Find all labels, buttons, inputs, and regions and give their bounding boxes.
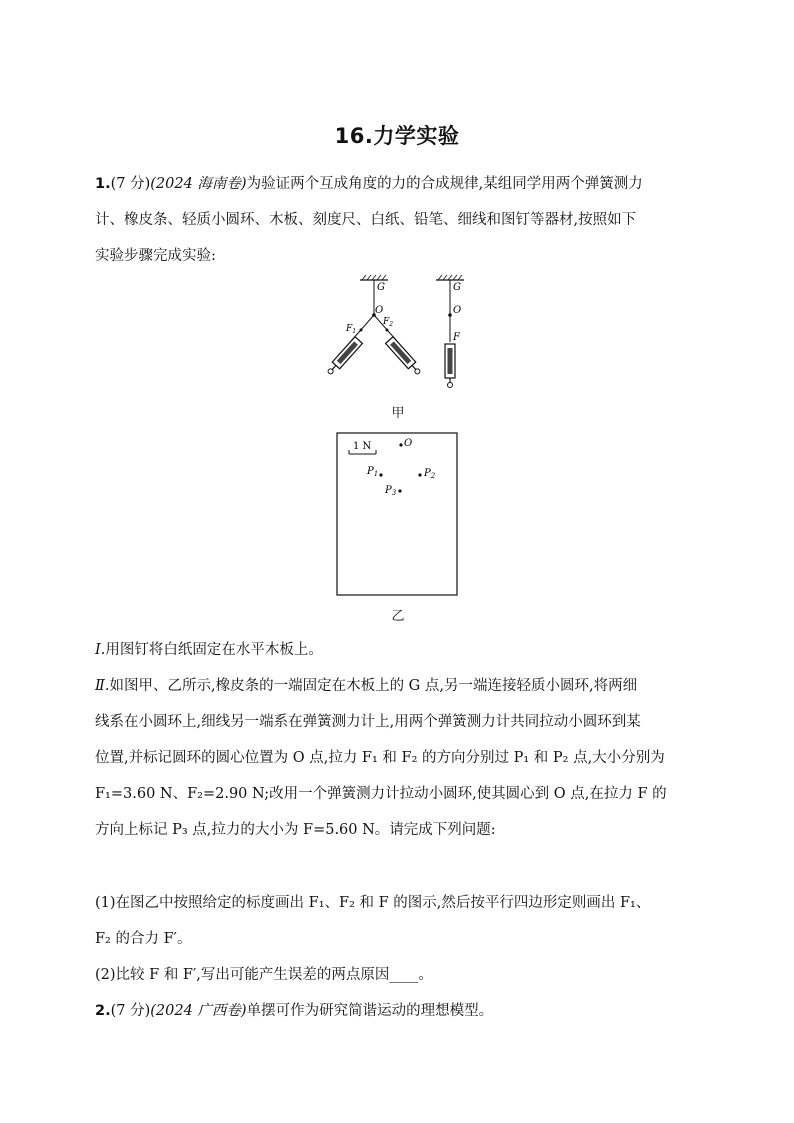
paper-board: [337, 433, 457, 595]
page-title: 16.力学实验: [334, 124, 460, 148]
step-1-text: 用图钉将白纸固定在水平木板上。: [105, 642, 323, 658]
q1-intro-line-3: 实验步骤完成实验:: [95, 248, 216, 264]
label-g-left: G: [377, 282, 385, 293]
ceiling-right: [436, 275, 464, 280]
figure-yi: [336, 432, 460, 598]
ceiling-left: [360, 275, 388, 280]
sub-question-2: (2)比较 F 和 F′,写出可能产生误差的两点原因____。: [95, 967, 433, 983]
figure-yi-caption: 乙: [391, 609, 405, 624]
spring-scale-left: [325, 337, 362, 377]
point-p3: [398, 489, 401, 492]
label-p1: $P_1$: [367, 466, 379, 478]
label-f: F: [453, 332, 460, 343]
label-g-right: G: [453, 282, 461, 293]
spring-scale-single: [445, 344, 455, 388]
q1-number: 1.: [95, 176, 111, 192]
step-2-line-1: [95, 676, 637, 696]
point-p2: [418, 473, 421, 476]
q1-intro-line-1: [95, 174, 643, 194]
step-2-line-3: 位置,并标记圆环的圆心位置为 O 点,拉力 F₁ 和 F₂ 的方向分别过 P₁ 和 P₂ 点,大小分别为: [95, 750, 665, 766]
step-2-text-1: 如图甲、乙所示,橡皮条的一端固定在木板上的 G 点,另一端连接轻质小圆环,将两细: [109, 678, 638, 694]
step-2-line-5: 方向上标记 P₃ 点,拉力的大小为 F=5.60 N。请完成下列问题:: [95, 822, 496, 838]
q1-intro-text-1: 为验证两个互成角度的力的合成规律,某组同学用两个弹簧测力: [246, 176, 643, 192]
q2-line-1: [95, 1001, 493, 1021]
q2-number: 2.: [95, 1003, 111, 1019]
figure-jia: [320, 270, 480, 390]
point-p1: [379, 473, 382, 476]
q1-source: (2024 海南卷): [150, 176, 247, 192]
sub-question-1-line-1: (1)在图乙中按照给定的标度画出 F₁、F₂ 和 F 的图示,然后按平行四边形定则画出 F₁、: [95, 895, 651, 911]
q2-source: (2024 广西卷): [150, 1003, 247, 1019]
label-f1: $F_1$: [346, 324, 357, 335]
step-2-line-4: F₁=3.60 N、F₂=2.90 N;改用一个弹簧测力计拉动小圆环,使其圆心到 O 点,在拉力 F 的: [95, 786, 667, 802]
label-p3: $P_3$: [385, 485, 397, 497]
label-f2: $F_2$: [383, 317, 394, 328]
label-o: O: [404, 438, 413, 449]
label-o-right: O: [453, 305, 462, 316]
q2-text: 单摆可作为研究简谐运动的理想模型。: [246, 1003, 494, 1019]
label-p2: $P_2$: [424, 468, 436, 480]
point-o: [399, 443, 402, 446]
step-2-roman: Ⅱ.: [95, 678, 110, 694]
label-o-left: O: [375, 305, 384, 316]
sub-question-1-line-2: F₂ 的合力 F′。: [95, 931, 192, 947]
step-1-roman: Ⅰ.: [95, 642, 106, 658]
q1-intro-line-2: 计、橡皮条、轻质小圆环、木板、刻度尺、白纸、铅笔、细线和图钉等器材,按照如下: [95, 212, 637, 228]
scale-label: 1 N: [353, 441, 372, 452]
step-2-line-2: 线系在小圆环上,细线另一端系在弹簧测力计上,用两个弹簧测力计共同拉动小圆环到某: [95, 714, 641, 730]
q1-score: (7 分): [110, 176, 151, 192]
figure-jia-caption: 甲: [391, 406, 405, 421]
step-1: [95, 640, 323, 660]
q2-score: (7 分): [110, 1003, 151, 1019]
spring-scale-right: [386, 337, 423, 377]
